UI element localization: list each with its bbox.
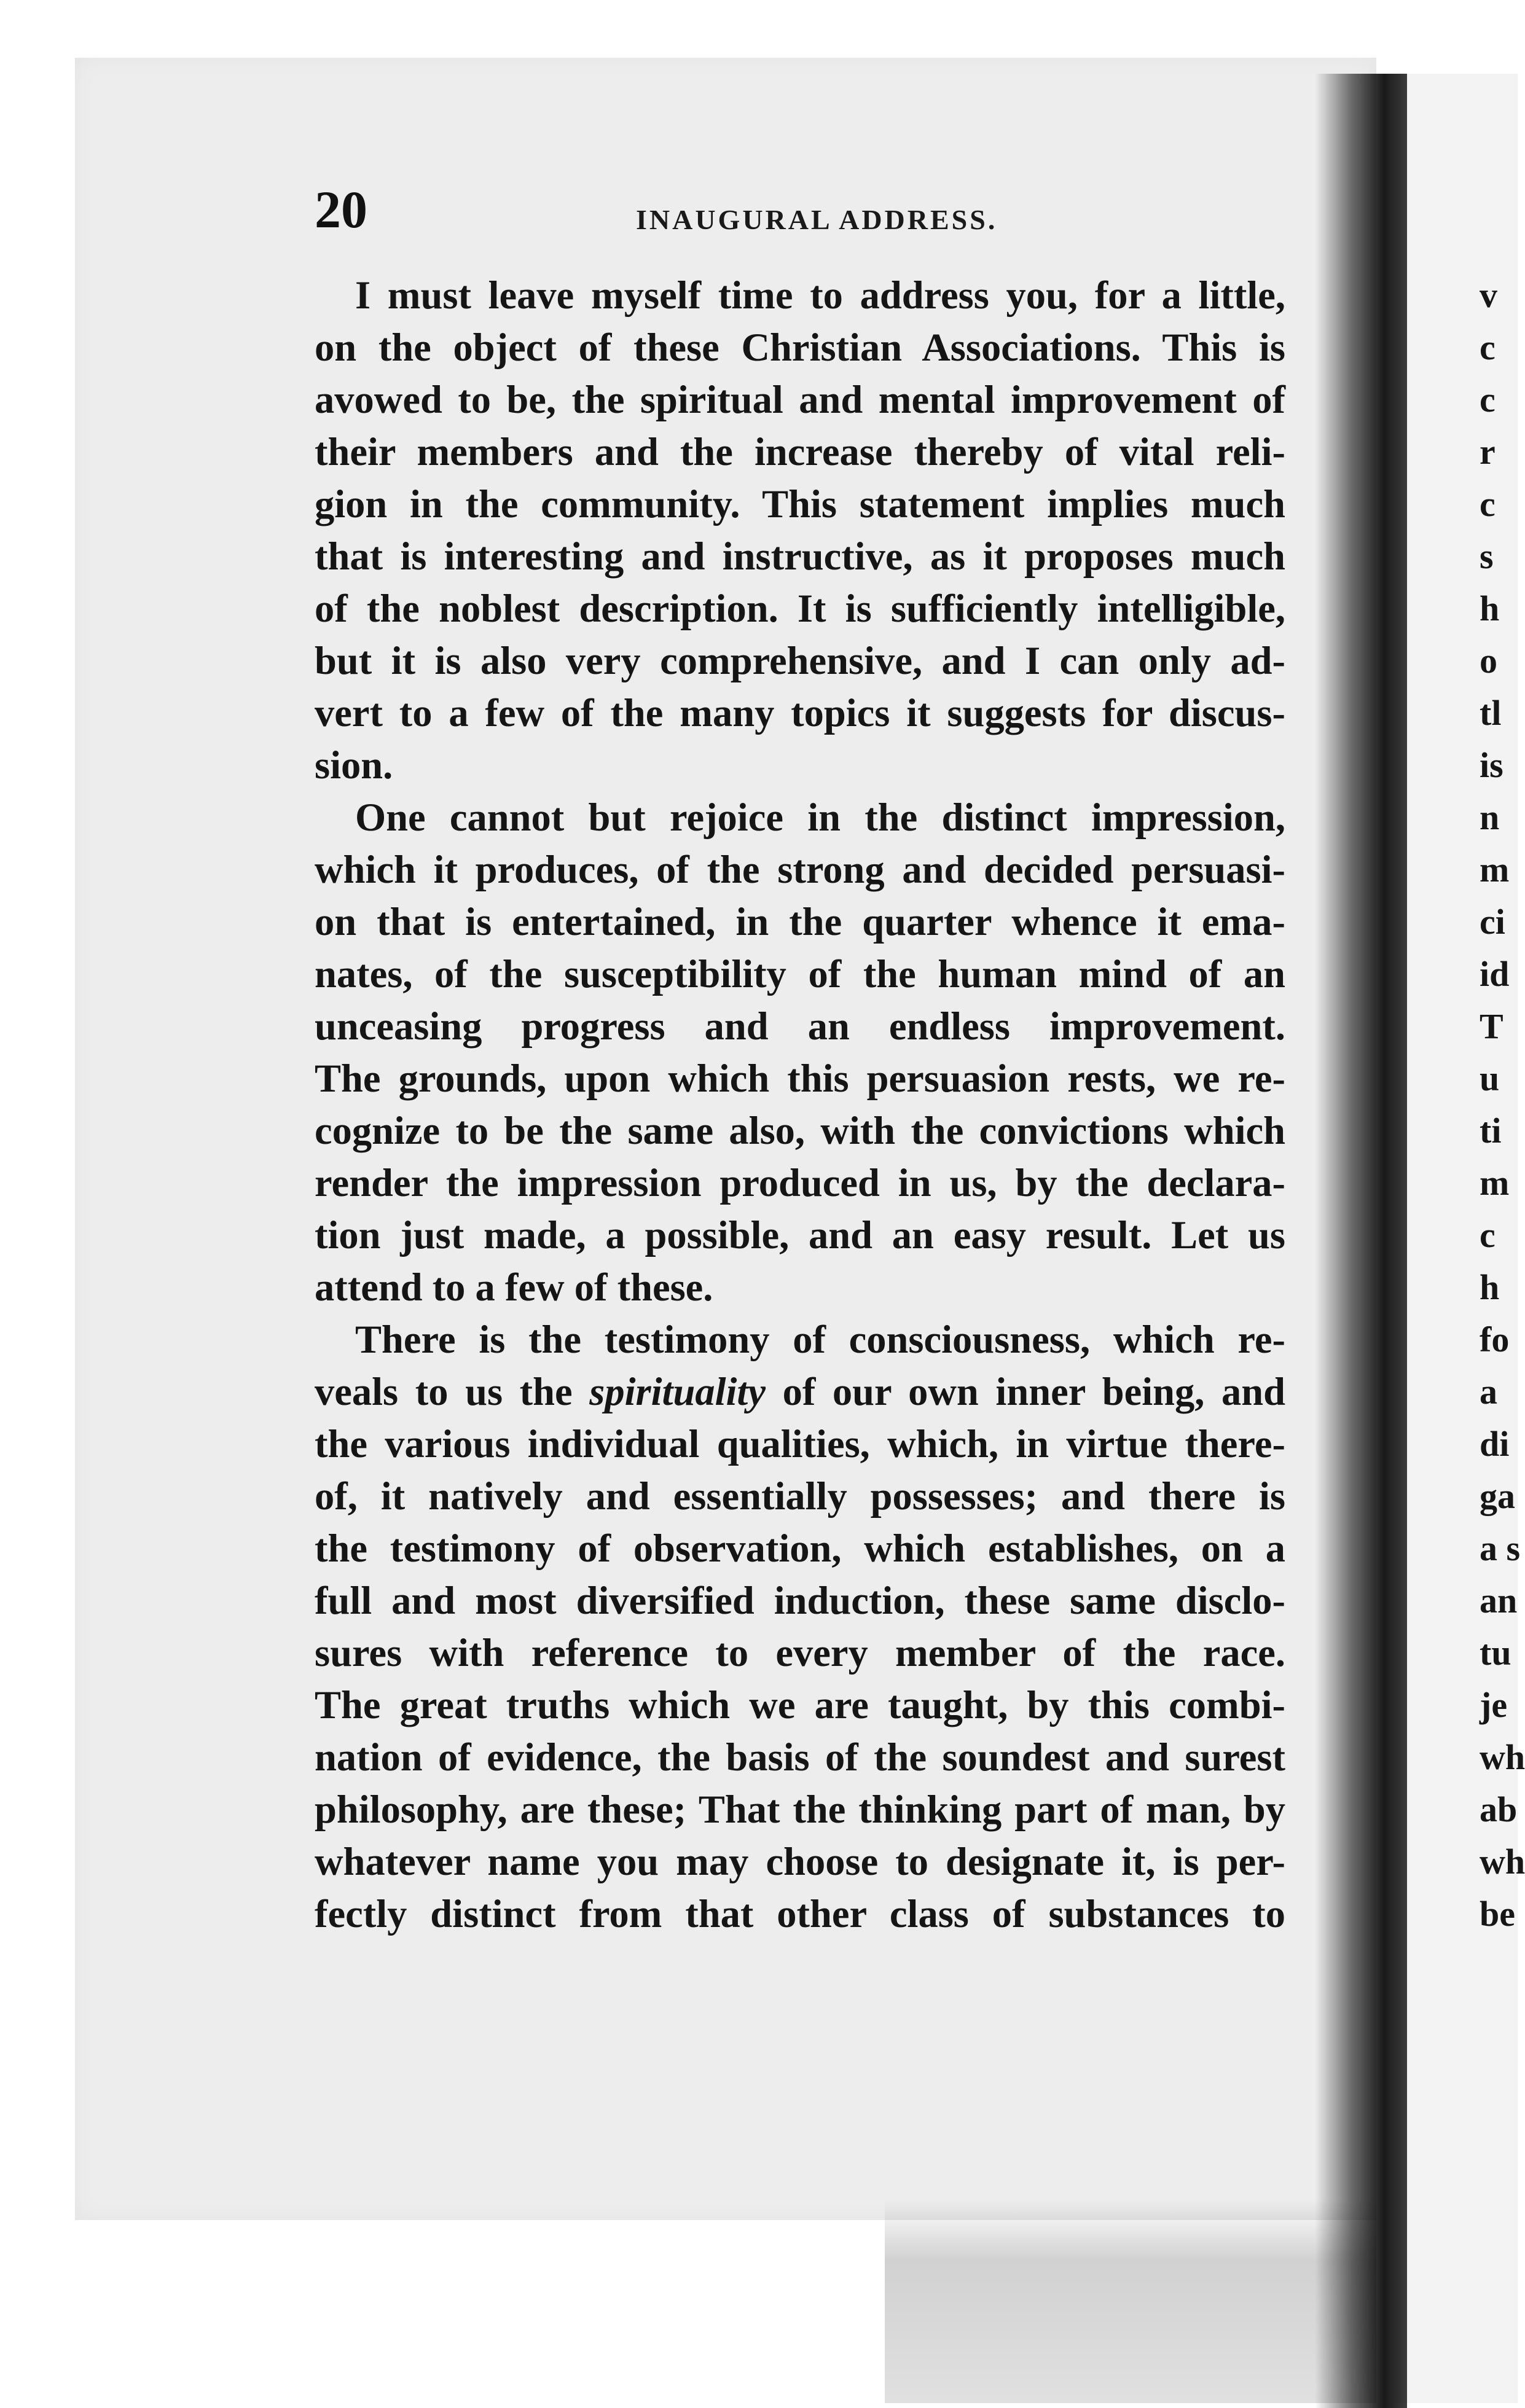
text-line: tion just made, a possible, and an easy result. Let us xyxy=(315,1213,1285,1257)
fragment: n xyxy=(1480,797,1500,837)
text-line: full and most diversified induction, these same disclo- xyxy=(315,1579,1285,1622)
text-line: There is the testimony of consciousness, which re- xyxy=(355,1318,1285,1361)
fragment: je xyxy=(1480,1685,1508,1725)
text-line: the testimony of observation, which establishes, on a xyxy=(315,1526,1285,1570)
text-line: I must leave myself time to address you, for a little, xyxy=(355,273,1285,317)
text-line: unceasing progress and an endless improvement. xyxy=(315,1004,1285,1048)
text-line: nates, of the susceptibility of the human mind of an xyxy=(315,952,1285,996)
fragment: m xyxy=(1480,1163,1510,1203)
fragment: r xyxy=(1480,432,1496,472)
fragment: a s xyxy=(1480,1528,1521,1568)
fragment: ti xyxy=(1480,1111,1502,1151)
fragment: o xyxy=(1480,641,1497,681)
text-line: attend to a few of these. xyxy=(315,1265,713,1309)
text-line: The great truths which we are taught, by this combi- xyxy=(315,1683,1285,1727)
fragment: is xyxy=(1480,745,1503,785)
text-line: which it produces, of the strong and decided persuasi- xyxy=(315,848,1285,891)
fragment: be xyxy=(1480,1894,1515,1934)
text-line: on that is entertained, in the quarter whence it ema- xyxy=(315,900,1285,944)
text-line: sures with reference to every member of the race. xyxy=(315,1631,1285,1675)
fragment: c xyxy=(1480,484,1496,524)
fragment: fo xyxy=(1480,1319,1510,1359)
body-text xyxy=(315,269,1285,1940)
fragment: ab xyxy=(1480,1789,1518,1829)
text-line: render the impression produced in us, by the declara- xyxy=(315,1161,1285,1205)
text-line: fectly distinct from that other class of substances to xyxy=(315,1892,1285,1936)
lower-shadow xyxy=(885,2199,1376,2403)
text-line: gion in the community. This statement implies much xyxy=(315,482,1285,526)
text-segment: of our own inner being, and xyxy=(782,1370,1286,1413)
fragment: wh xyxy=(1480,1737,1525,1777)
text-line: vert to a few of the many topics it suggests for discus- xyxy=(315,691,1285,735)
page-number: 20 xyxy=(315,180,367,239)
fragment: tu xyxy=(1480,1633,1511,1673)
fragment: id xyxy=(1480,954,1510,994)
text-segment: veals to us the xyxy=(315,1370,573,1413)
italic-word: spirituality xyxy=(589,1370,766,1413)
text-line: philosophy, are these; That the thinking part of man, by xyxy=(315,1788,1285,1831)
text-line: of, it natively and essentially possesses; and there is xyxy=(315,1474,1285,1518)
text-line: sion. xyxy=(315,743,393,787)
fragment: h xyxy=(1480,1267,1500,1307)
fragment: u xyxy=(1480,1058,1500,1098)
text-line: One cannot but rejoice in the distinct impression, xyxy=(355,796,1285,839)
fragment: a xyxy=(1480,1372,1497,1412)
text-line: of the noblest description. It is sufficiently intelligible, xyxy=(315,587,1285,630)
gutter-shadow xyxy=(1315,74,1407,2408)
text-line: whatever name you may choose to designate it, is per- xyxy=(315,1840,1285,1883)
fragment: di xyxy=(1480,1424,1510,1464)
fragment: T xyxy=(1480,1006,1503,1046)
fragment: m xyxy=(1480,850,1510,889)
text-line: nation of evidence, the basis of the soundest and surest xyxy=(315,1735,1285,1779)
text-line-with-italic xyxy=(315,1366,1285,1418)
fragment: c xyxy=(1480,380,1496,420)
fragment: wh xyxy=(1480,1842,1525,1882)
text-line: The grounds, upon which this persuasion rests, we re- xyxy=(315,1057,1285,1100)
text-line: the various individual qualities, which, in virtue there- xyxy=(315,1422,1285,1466)
fragment: c xyxy=(1480,1215,1496,1255)
text-line: avowed to be, the spiritual and mental improvement of xyxy=(315,378,1285,421)
fragment: v xyxy=(1480,275,1497,315)
fragment: c xyxy=(1480,327,1496,367)
text-line: their members and the increase thereby of vital reli- xyxy=(315,430,1285,474)
running-title: INAUGURAL ADDRESS. xyxy=(636,204,998,235)
text-line: that is interesting and instructive, as it proposes much xyxy=(315,534,1285,578)
fragment: s xyxy=(1480,536,1494,576)
text-line: cognize to be the same also, with the convictions which xyxy=(315,1109,1285,1152)
text-line: on the object of these Christian Associations. This is xyxy=(315,326,1285,369)
facing-page-text-fragments xyxy=(1480,269,1525,1940)
fragment: ci xyxy=(1480,902,1505,942)
fragment: tl xyxy=(1480,693,1502,733)
fragment: an xyxy=(1480,1581,1518,1620)
text-line: but it is also very comprehensive, and I can only ad- xyxy=(315,639,1285,682)
fragment: ga xyxy=(1480,1476,1515,1516)
fragment: h xyxy=(1480,588,1500,628)
